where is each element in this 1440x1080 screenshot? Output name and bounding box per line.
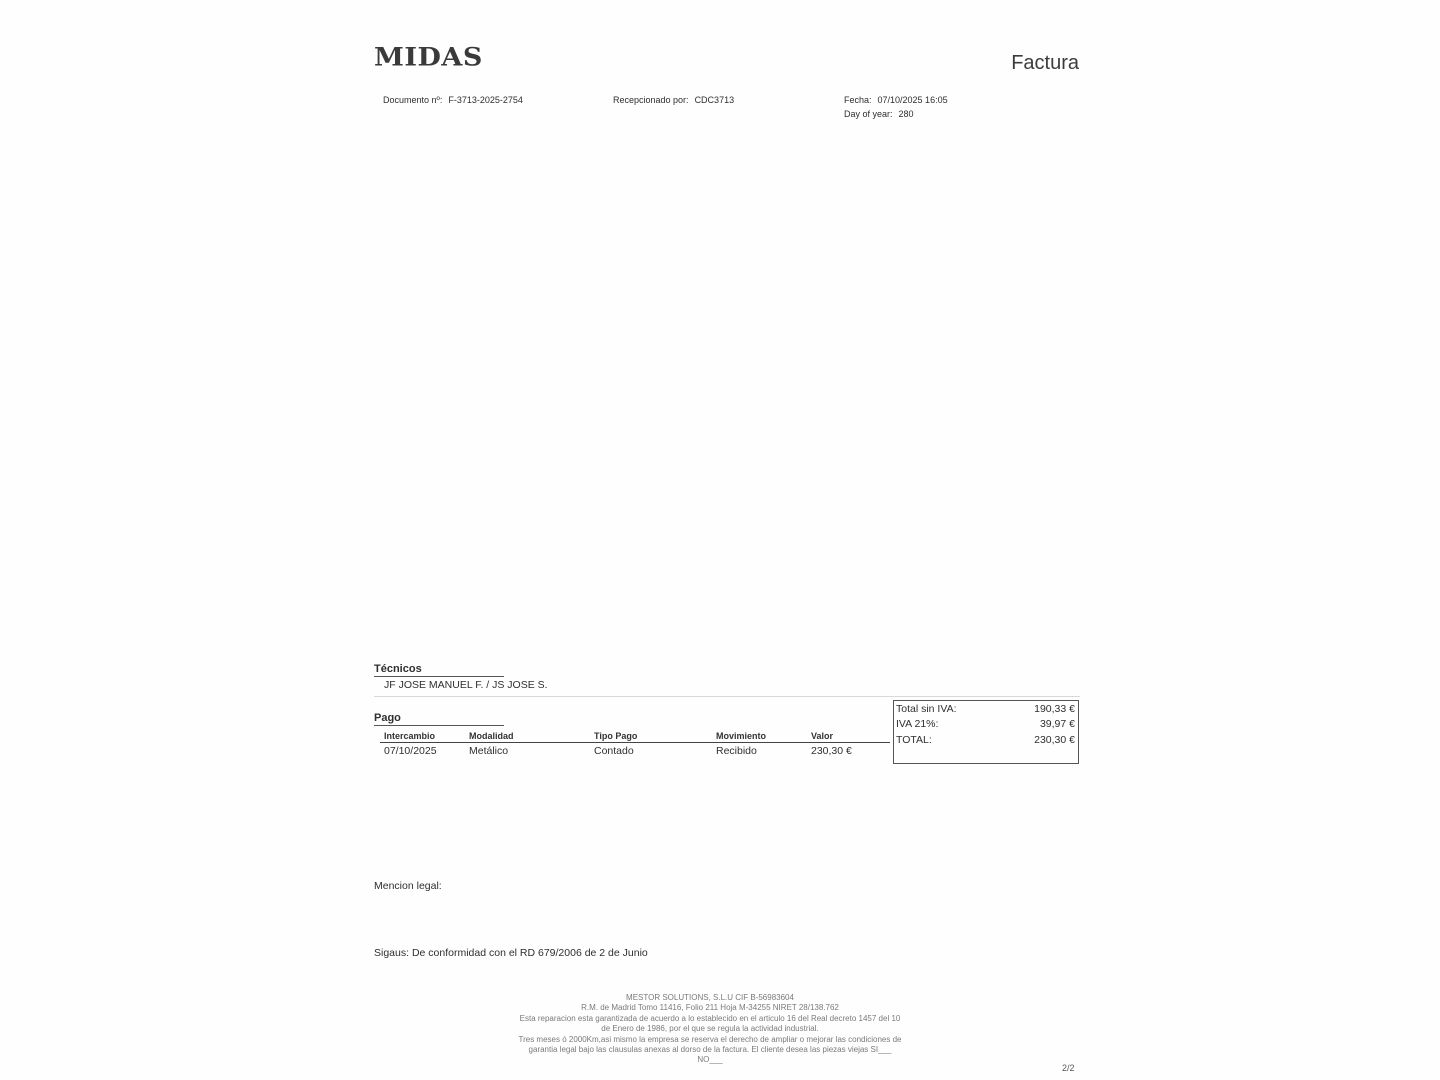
totals-box (893, 700, 1079, 764)
pago-header-intercambio: Intercambio (384, 731, 436, 741)
pago-cell-valor: 230,30 € (811, 745, 852, 757)
recepcionado-label: Recepcionado por: (613, 95, 689, 105)
total-row (896, 734, 1075, 746)
page-number: 2/2 (1062, 1063, 1075, 1073)
total-label: TOTAL: (896, 734, 932, 746)
iva-row (896, 718, 1075, 730)
tecnicos-names: JF JOSE MANUEL F. / JS JOSE S. (384, 679, 548, 691)
pago-header-tipo-pago: Tipo Pago (594, 731, 638, 741)
iva-label: IVA 21%: (896, 718, 939, 730)
mencion-legal: Mencion legal: (374, 880, 442, 892)
footer-line: Esta reparacion esta garantizada de acuerdo a lo establecido en el articulo 16 del Real decreto 1457 del 10 (519, 1013, 901, 1023)
pago-header-rule (380, 742, 890, 743)
recepcionado-value: CDC3713 (694, 95, 735, 105)
fecha-label: Fecha: (844, 95, 872, 105)
day-of-year-label: Day of year: (844, 109, 893, 119)
pago-cell-movimiento: Recibido (716, 745, 757, 757)
day-of-year-field (844, 109, 914, 119)
day-of-year-value: 280 (898, 109, 914, 119)
pago-header-modalidad: Modalidad (469, 731, 514, 741)
tecnicos-title: Técnicos (374, 663, 504, 677)
footer-line: de Enero de 1986, por el que se regula la actividad industrial. (601, 1024, 819, 1034)
pago-cell-intercambio: 07/10/2025 (384, 745, 437, 757)
recepcionado-field (613, 95, 734, 105)
document-type-title: Factura (1011, 52, 1079, 74)
iva-value: 39,97 € (1039, 718, 1075, 730)
documento-field (383, 95, 523, 105)
pago-header-movimiento: Movimiento (716, 731, 767, 741)
pago-header-valor: Valor (811, 731, 834, 741)
footer-line: Tres meses ó 2000Km,asi mismo la empresa se reserva el derecho de ampliar o mejorar las condiciones de (518, 1034, 902, 1044)
company-footer (480, 993, 940, 1066)
sigaus-note: Sigaus: De conformidad con el RD 679/2006 de 2 de Junio (374, 947, 648, 959)
total-sin-iva-value: 190,33 € (1034, 703, 1075, 715)
fecha-field (844, 95, 948, 105)
total-sin-iva-label: Total sin IVA: (896, 703, 957, 715)
pago-cell-tipo-pago: Contado (594, 745, 634, 757)
pago-title: Pago (374, 712, 504, 726)
footer-line: NO___ (697, 1055, 723, 1065)
footer-line: garantia legal bajo las clausulas anexas al dorso de la factura. El cliente desea las piezas viejas SI___ (528, 1045, 892, 1055)
footer-line: R.M. de Madrid Tomo 11416, Folio 211 Hoja M-34255 NIRET 28/138.762 (581, 1003, 839, 1013)
pago-cell-modalidad: Metálico (469, 745, 509, 757)
company-logo: MIDAS (374, 42, 483, 73)
total-value: 230,30 € (1034, 734, 1075, 746)
footer-line: MESTOR SOLUTIONS, S.L.U CIF B-56983604 (626, 993, 794, 1002)
total-sin-iva-row (896, 703, 1075, 715)
documento-label: Documento nº: (383, 95, 443, 105)
documento-value: F-3713-2025-2754 (448, 95, 523, 105)
section-divider (374, 696, 1080, 697)
fecha-value: 07/10/2025 16:05 (877, 95, 948, 105)
